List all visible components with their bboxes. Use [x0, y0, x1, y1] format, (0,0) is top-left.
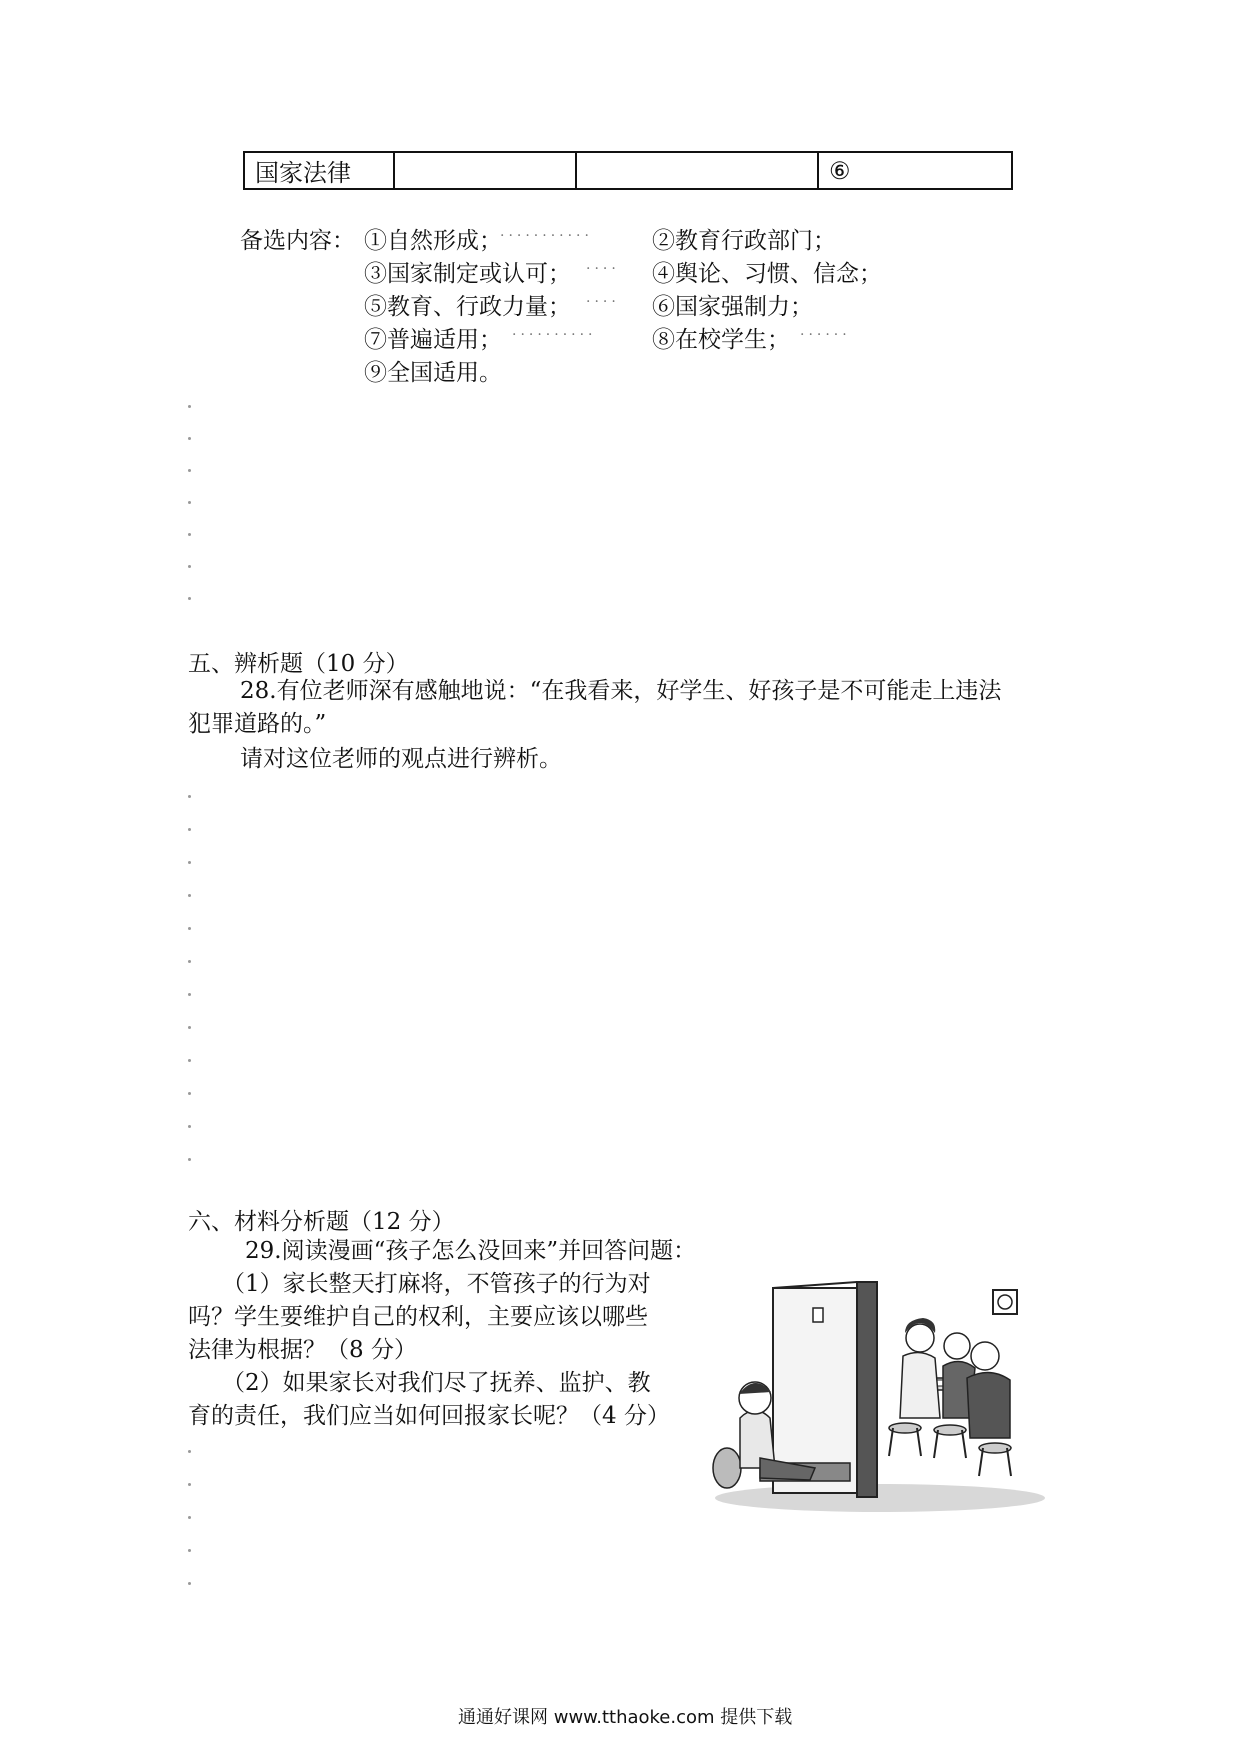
section-heading: 五、辨析题（10 分）: [188, 651, 409, 677]
dot-leader: ······: [800, 327, 851, 343]
margin-dot: [188, 1026, 191, 1029]
dot-leader: ····: [586, 294, 620, 310]
options-label: 备选内容：: [240, 228, 355, 254]
table-cell-answer: ⑥: [818, 152, 1012, 189]
cartoon-illustration: [705, 1268, 1045, 1513]
option-item: ⑤教育、行政力量；: [364, 294, 571, 320]
margin-dot: [188, 861, 191, 864]
margin-dot: [188, 993, 191, 996]
question-text: 吗？学生要维护自己的权利，主要应该以哪些: [188, 1304, 648, 1330]
question-text: 犯罪道路的。”: [188, 711, 327, 737]
option-item: ④舆论、习惯、信念；: [652, 261, 882, 287]
question-text: 育的责任，我们应当如何回报家长呢？（4 分）: [188, 1403, 670, 1429]
margin-dot: [188, 405, 191, 408]
margin-dot: [188, 1059, 191, 1062]
dot-leader: ··········: [512, 327, 597, 343]
option-item: ⑨全国适用。: [364, 360, 502, 386]
table-row: [244, 152, 1012, 189]
law-table: [243, 151, 1013, 190]
margin-dot: [188, 469, 191, 472]
margin-dot: [188, 1092, 191, 1095]
question-text: （2）如果家长对我们尽了抚养、监护、教: [222, 1370, 651, 1396]
option-item: ⑦普遍适用；: [364, 327, 502, 353]
option-item: ⑥国家强制力；: [652, 294, 813, 320]
margin-dot: [188, 437, 191, 440]
question-text: 28.有位老师深有感触地说：“在我看来，好学生、好孩子是不可能走上违法: [240, 678, 1002, 704]
table-cell-blank: [576, 152, 818, 189]
margin-dot: [188, 565, 191, 568]
margin-dot: [188, 501, 191, 504]
section-heading: 六、材料分析题（12 分）: [188, 1209, 455, 1235]
footer-credit: 通通好课网 www.tthaoke.com 提供下载: [458, 1707, 793, 1728]
margin-dot: [188, 894, 191, 897]
margin-dot: [188, 1483, 191, 1486]
question-prompt: 请对这位老师的观点进行辨析。: [240, 746, 562, 772]
margin-dot: [188, 828, 191, 831]
margin-dot: [188, 1516, 191, 1519]
question-text: （1）家长整天打麻将，不管孩子的行为对: [222, 1271, 651, 1297]
table-cell-label: 国家法律: [244, 152, 394, 189]
dot-leader: ···········: [500, 228, 593, 244]
question-text: 法律为根据？（8 分）: [188, 1337, 417, 1363]
option-item: ⑧在校学生；: [652, 327, 790, 353]
dot-leader: ····: [586, 261, 620, 277]
margin-dot: [188, 1450, 191, 1453]
margin-dot: [188, 1582, 191, 1585]
margin-dot: [188, 1158, 191, 1161]
margin-dot: [188, 1125, 191, 1128]
margin-dot: [188, 795, 191, 798]
margin-dot: [188, 960, 191, 963]
margin-dot: [188, 1549, 191, 1552]
margin-dot: [188, 927, 191, 930]
table-cell-blank: [394, 152, 576, 189]
option-item: ①自然形成；: [364, 228, 502, 254]
option-item: ②教育行政部门；: [652, 228, 836, 254]
margin-dot: [188, 533, 191, 536]
option-item: ③国家制定或认可；: [364, 261, 571, 287]
question-text: 29.阅读漫画“孩子怎么没回来”并回答问题：: [245, 1238, 697, 1264]
margin-dot: [188, 597, 191, 600]
